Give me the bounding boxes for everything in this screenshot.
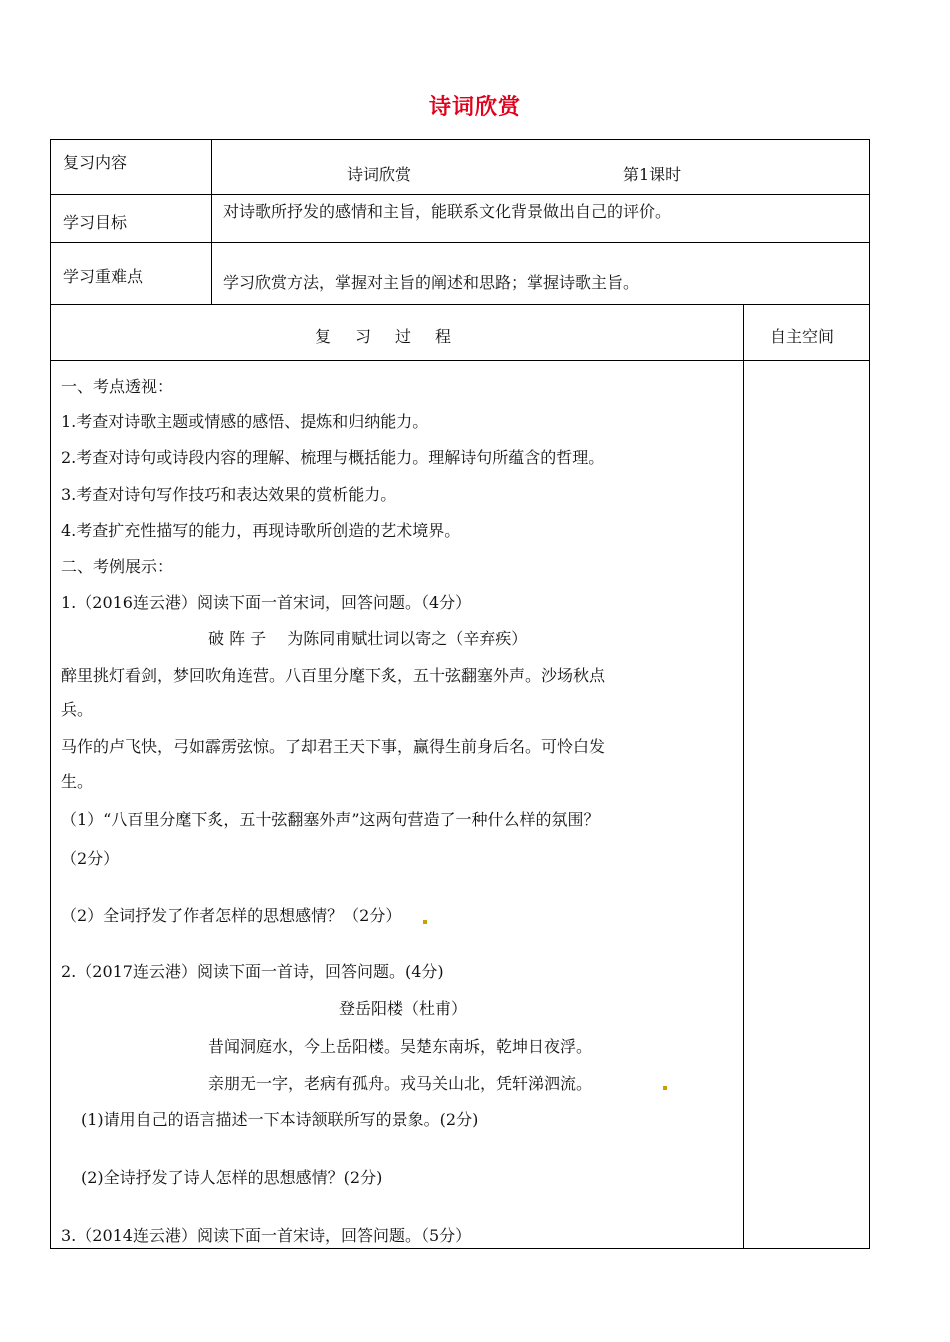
- key-points-label: 学习重难点: [63, 267, 144, 286]
- question-intro: 2.（2017连云港）阅读下面一首诗，回答问题。(4分): [61, 962, 444, 981]
- section-heading: 二、考例展示：: [61, 557, 174, 576]
- self-space-header: 自主空间: [770, 327, 835, 346]
- key-points-text: 学习欣赏方法，掌握对主旨的阐述和思路；掌握诗歌主旨。: [223, 273, 640, 292]
- exam-point: 1.考查对诗歌主题或情感的感悟、提炼和归纳能力。: [61, 412, 429, 431]
- review-content-label: 复习内容: [63, 153, 128, 172]
- sub-question: （2）全词抒发了作者怎样的思想感情？（2分）: [61, 906, 402, 925]
- poem-line: 昔闻洞庭水，今上岳阳楼。吴楚东南坼，乾坤日夜浮。: [208, 1037, 593, 1056]
- ink-mark: [663, 1086, 667, 1090]
- poem-line: 生。: [61, 772, 94, 791]
- poem-title: 登岳阳楼（杜甫）: [339, 999, 468, 1018]
- page-title: 诗词欣赏: [428, 94, 521, 120]
- exam-point: 3.考查对诗句写作技巧和表达效果的赏析能力。: [61, 485, 397, 504]
- poem-line: 亲朋无一字，老病有孤舟。戎马关山北，凭轩涕泗流。: [208, 1074, 593, 1093]
- row-divider: [51, 242, 869, 243]
- section-heading: 一、考点透视：: [61, 377, 174, 396]
- poem-title: 破 阵 子 为陈同甫赋壮词以寄之（辛弃疾）: [208, 629, 528, 648]
- goal-text: 对诗歌所抒发的感情和主旨，能联系文化背景做出自己的评价。: [223, 202, 672, 221]
- sub-question: (2)全诗抒发了诗人怎样的思想感情？(2分): [81, 1168, 383, 1187]
- row-divider: [51, 194, 869, 195]
- poem-line: 醉里挑灯看剑，梦回吹角连营。八百里分麾下炙，五十弦翻塞外声。沙场秋点: [61, 666, 606, 685]
- sub-question: (1)请用自己的语言描述一下本诗颔联所写的景象。(2分): [81, 1110, 479, 1129]
- poem-line: 马作的卢飞快，弓如霹雳弦惊。了却君王天下事，赢得生前身后名。可怜白发: [61, 737, 606, 756]
- question-intro: 3.（2014连云港）阅读下面一首宋诗，回答问题。（5分）: [61, 1226, 472, 1245]
- review-content-topic: 诗词欣赏: [347, 165, 412, 184]
- sub-question-score: （2分）: [61, 849, 120, 868]
- column-divider: [743, 304, 744, 1248]
- poem-line: 兵。: [61, 700, 94, 719]
- column-divider: [211, 140, 212, 304]
- ink-mark: [423, 920, 427, 924]
- question-intro: 1.（2016连云港）阅读下面一首宋词，回答问题。（4分）: [61, 593, 472, 612]
- exam-point: 2.考查对诗句或诗段内容的理解、梳理与概括能力。理解诗句所蕴含的哲理。: [61, 448, 605, 467]
- row-divider: [51, 304, 869, 305]
- goal-label: 学习目标: [63, 213, 128, 232]
- lesson-table: [50, 139, 870, 1249]
- sub-question: （1）“八百里分麾下炙，五十弦翻塞外声”这两句营造了一种什么样的氛围？: [61, 810, 600, 829]
- row-divider: [51, 360, 869, 361]
- process-header: 复 习 过 程: [315, 327, 456, 346]
- exam-point: 4.考查扩充性描写的能力，再现诗歌所创造的艺术境界。: [61, 521, 461, 540]
- review-content-lesson: 第1课时: [623, 165, 682, 184]
